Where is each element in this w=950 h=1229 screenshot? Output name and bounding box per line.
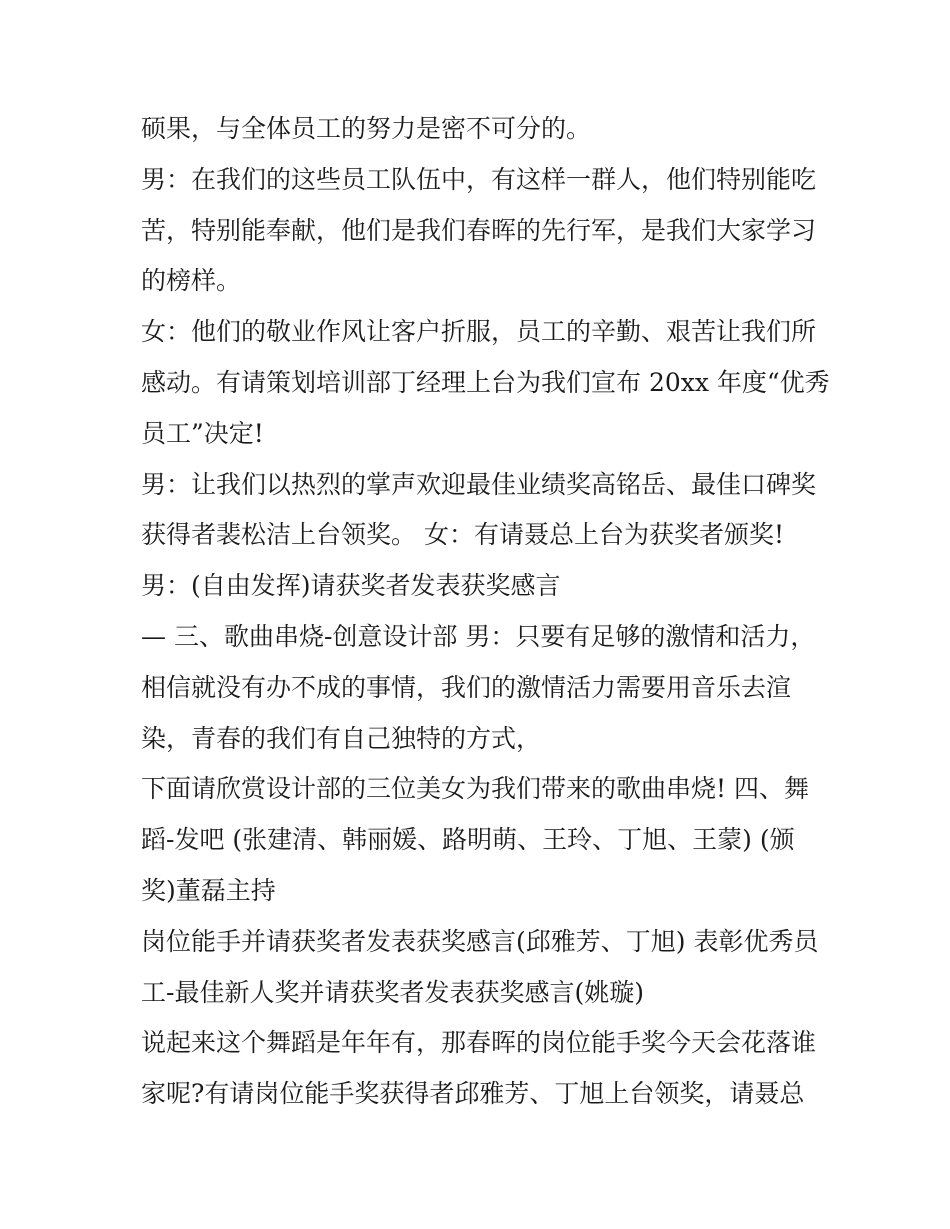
text-line: 下面请欣赏设计部的三位美女为我们带来的歌曲串烧! 四、舞 <box>141 774 809 804</box>
text-line: — 三、歌曲串烧-创意设计部 男：只要有足够的激情和活力， <box>141 621 816 651</box>
text-line: 男：(自由发挥)请获奖者发表获奖感言 <box>141 571 561 601</box>
text-line: 感动。有请策划培训部丁经理上台为我们宣布 20xx 年度“优秀 <box>141 367 830 397</box>
text-line: 岗位能手并请获奖者发表获奖感言(邱雅芳、丁旭) 表彰优秀员 <box>141 926 819 956</box>
text-line: 相信就没有办不成的事情，我们的激情活力需要用音乐去渲 <box>141 672 792 702</box>
text-line: 男：在我们的这些员工队伍中，有这样一群人，他们特别能吃 <box>141 164 817 194</box>
document-body <box>141 104 830 1120</box>
text-line: 蹈-发吧 (张建清、韩丽媛、路明萌、王玲、丁旭、王蒙) (颁 <box>141 825 795 855</box>
text-line: 工-最佳新人奖并请获奖者发表获奖感言(姚璇) <box>141 977 644 1007</box>
text-line: 员工”决定! <box>141 418 264 448</box>
text-line: 说起来这个舞蹈是年年有，那春晖的岗位能手奖今天会花落谁 <box>141 1028 817 1058</box>
text-line: 获得者裴松洁上台领奖。 女：有请聂总上台为获奖者颁奖! <box>141 520 784 550</box>
text-line: 苦，特别能奉献，他们是我们春晖的先行军，是我们大家学习 <box>141 215 817 245</box>
text-line: 女：他们的敬业作风让客户折服，员工的辛勤、艰苦让我们所 <box>141 317 817 347</box>
text-line: 的榜样。 <box>141 266 242 296</box>
text-line: 奖)董磊主持 <box>141 875 276 905</box>
text-line: 家呢?有请岗位能手奖获得者邱雅芳、丁旭上台领奖，请聂总 <box>141 1079 805 1109</box>
text-line: 染，青春的我们有自己独特的方式， <box>141 723 542 753</box>
text-line: 硕果，与全体员工的努力是密不可分的。 <box>141 114 592 143</box>
text-line: 男：让我们以热烈的掌声欢迎最佳业绩奖高铭岳、最佳口碑奖 <box>141 469 817 499</box>
